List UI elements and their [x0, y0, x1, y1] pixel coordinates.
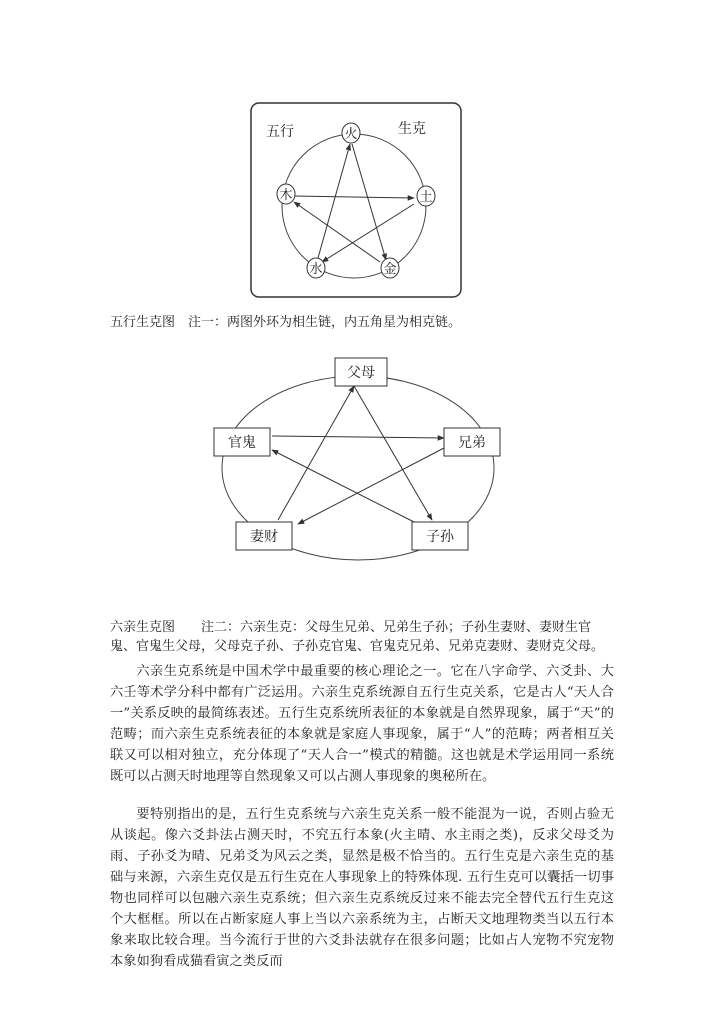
node-label: 子孙 — [426, 529, 454, 545]
element-node-fire — [342, 123, 360, 143]
figure1-caption: 五行生克图 注一：两图外环为相生链，内五角星为相克链。 — [110, 315, 462, 330]
star-arrow-children-officer — [272, 450, 414, 522]
node-children — [412, 522, 468, 550]
element-node-metal — [381, 258, 399, 278]
liuqin-diagram — [208, 352, 514, 562]
node-officer — [214, 428, 270, 456]
element-node-water — [307, 258, 325, 278]
element-node-wood — [277, 184, 295, 204]
element-label: 火 — [344, 127, 358, 142]
node-label: 父母 — [347, 365, 375, 381]
body-paragraph-1: 六亲生克系统是中国术学中最重要的核心理论之一。它在八字命学、六爻卦、大六壬等术学分科中都有广泛运用。六亲生克系统源自五行生克关系，它是古人“天人合一”关系反映的最简练表述。五行生克系统所表征的本象就是自然界现象，属于“天”的范畴；而六亲生克系统表征的本象就是家庭人事现象，属于“人”的范畴；两者相互关联又可以相对独立，充分体现了“天人合一”模式的精髓。这也就是术学运用同一系统既可以占测天时地理等自然现象又可以占测人事现象的奥秘所在。 — [110, 664, 614, 784]
element-label: 水 — [309, 262, 323, 277]
figure2-caption: 六亲生克图 注二：六亲生克：父母生兄弟、兄弟生子孙；子孙生妻财、妻财生官鬼、官鬼生父母，父母克子孙、子孙克官鬼、官鬼克兄弟、兄弟克妻财、妻财克父母。 — [110, 620, 605, 654]
star-arrow-parents-children — [354, 386, 432, 520]
wuxing-diagram — [248, 100, 464, 300]
node-label: 妻财 — [250, 529, 278, 545]
corner-label-left: 五行 — [266, 124, 294, 140]
star-arrow-wealth-parents — [278, 386, 354, 520]
node-parents — [335, 358, 387, 386]
body-paragraph-2: 要特别指出的是，五行生克系统与六亲生克关系一般不能混为一说，否则占验无从谈起。像六爻卦法占测天时，不究五行本象(火主晴、水主雨之类)，反求父母爻为雨、子孙爻为晴、兄弟爻为风云之类，显然是极不恰当的。五行生克是六亲生克的基础与来源，六亲生克仅是五行生克在人事现象上的特殊体现. 五行生克可以囊括一切事物也同样可以包融六亲生克系统；但六亲生克系统反过来不能去完全替代五行生克这个大框框。所以在占断家庭人事上当以六亲系统为主，占断天文地理物类当以五行本象来取比较合理。当今流行于世的六爻卦法就存在很多问题；比如占人宠物不究宠物本象如狗看成猫看寅之类反而 — [110, 807, 614, 969]
star-arrow-officer-siblings — [272, 436, 444, 438]
node-wealth — [236, 522, 292, 550]
element-label: 木 — [279, 188, 293, 203]
node-siblings — [444, 428, 500, 456]
corner-label-right: 生克 — [398, 121, 426, 137]
star-arrow-siblings-wealth — [298, 448, 444, 524]
element-label: 土 — [419, 190, 433, 205]
element-node-earth — [417, 186, 435, 206]
node-label: 兄弟 — [458, 435, 486, 451]
element-label: 金 — [383, 262, 397, 277]
node-label: 官鬼 — [228, 435, 256, 451]
